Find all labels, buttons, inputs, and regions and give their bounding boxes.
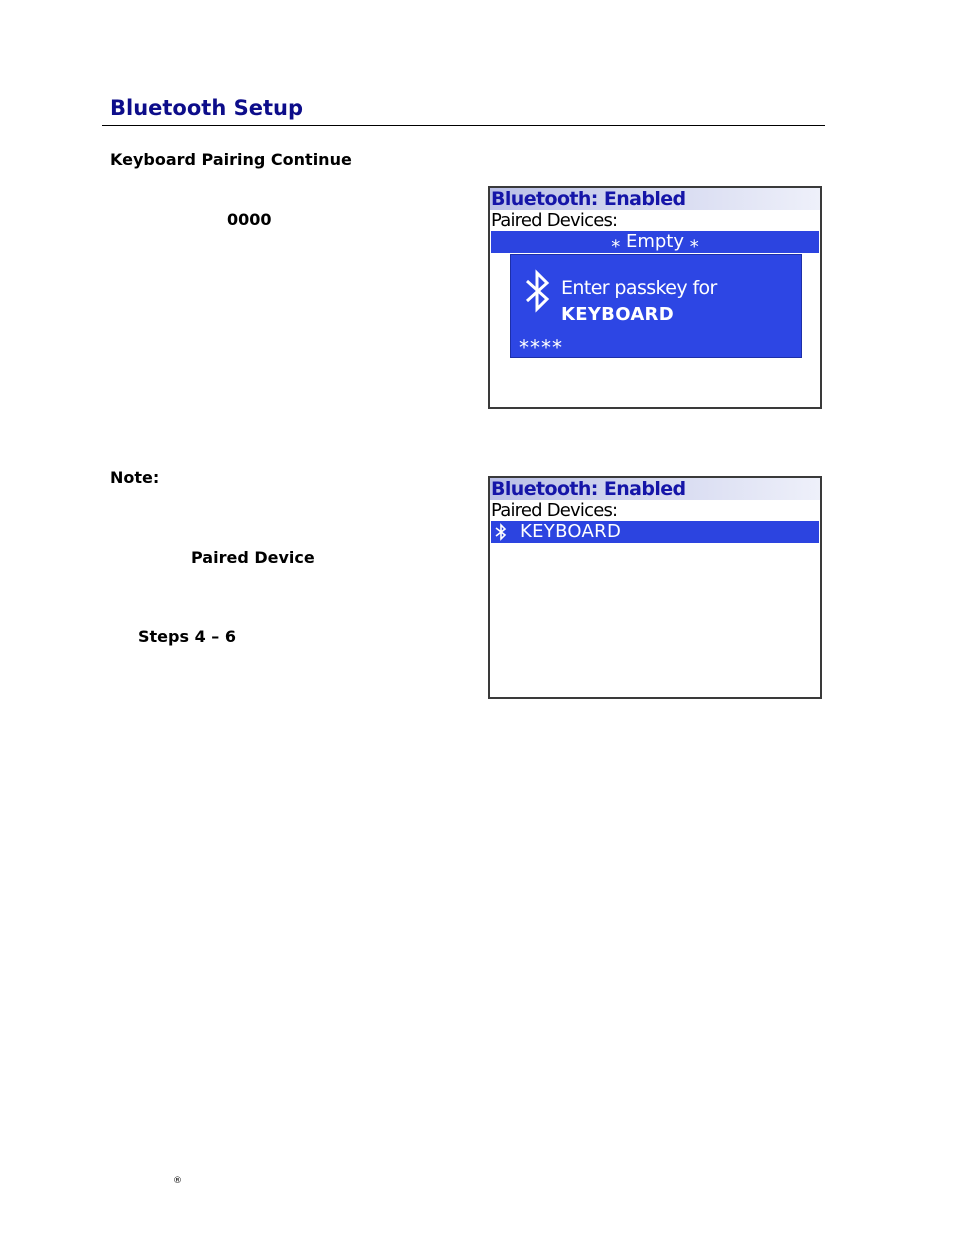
note-label: Note:	[110, 468, 160, 487]
registered-mark: ®	[173, 1176, 182, 1186]
passkey-value: 0000	[227, 210, 272, 229]
title-divider	[102, 125, 825, 126]
keyboard-row[interactable]	[491, 521, 819, 543]
paired-devices-label: Paired Devices:	[491, 210, 618, 231]
passkey-screen	[488, 186, 822, 409]
empty-row-label: ⁎ Empty ⁎	[611, 231, 699, 252]
paired-device-label: Paired Device	[191, 548, 315, 567]
bluetooth-icon	[523, 267, 553, 315]
paired-devices-label: Paired Devices:	[491, 500, 618, 521]
empty-row[interactable]	[491, 231, 819, 253]
bluetooth-icon	[494, 523, 508, 541]
passkey-dialog	[510, 254, 802, 358]
keyboard-row-label: KEYBOARD	[520, 521, 622, 542]
section-heading: Keyboard Pairing Continue	[110, 150, 352, 169]
steps-label: Steps 4 – 6	[138, 627, 236, 646]
dialog-prompt: Enter passkey for	[561, 277, 717, 299]
paired-screen	[488, 476, 822, 699]
dialog-device-name: KEYBOARD	[561, 304, 674, 325]
passkey-input[interactable]: ⁎⁎⁎⁎	[519, 329, 563, 353]
screen-header: Bluetooth: Enabled	[490, 478, 820, 500]
screen-header: Bluetooth: Enabled	[490, 188, 820, 210]
page-title: Bluetooth Setup	[110, 96, 303, 120]
